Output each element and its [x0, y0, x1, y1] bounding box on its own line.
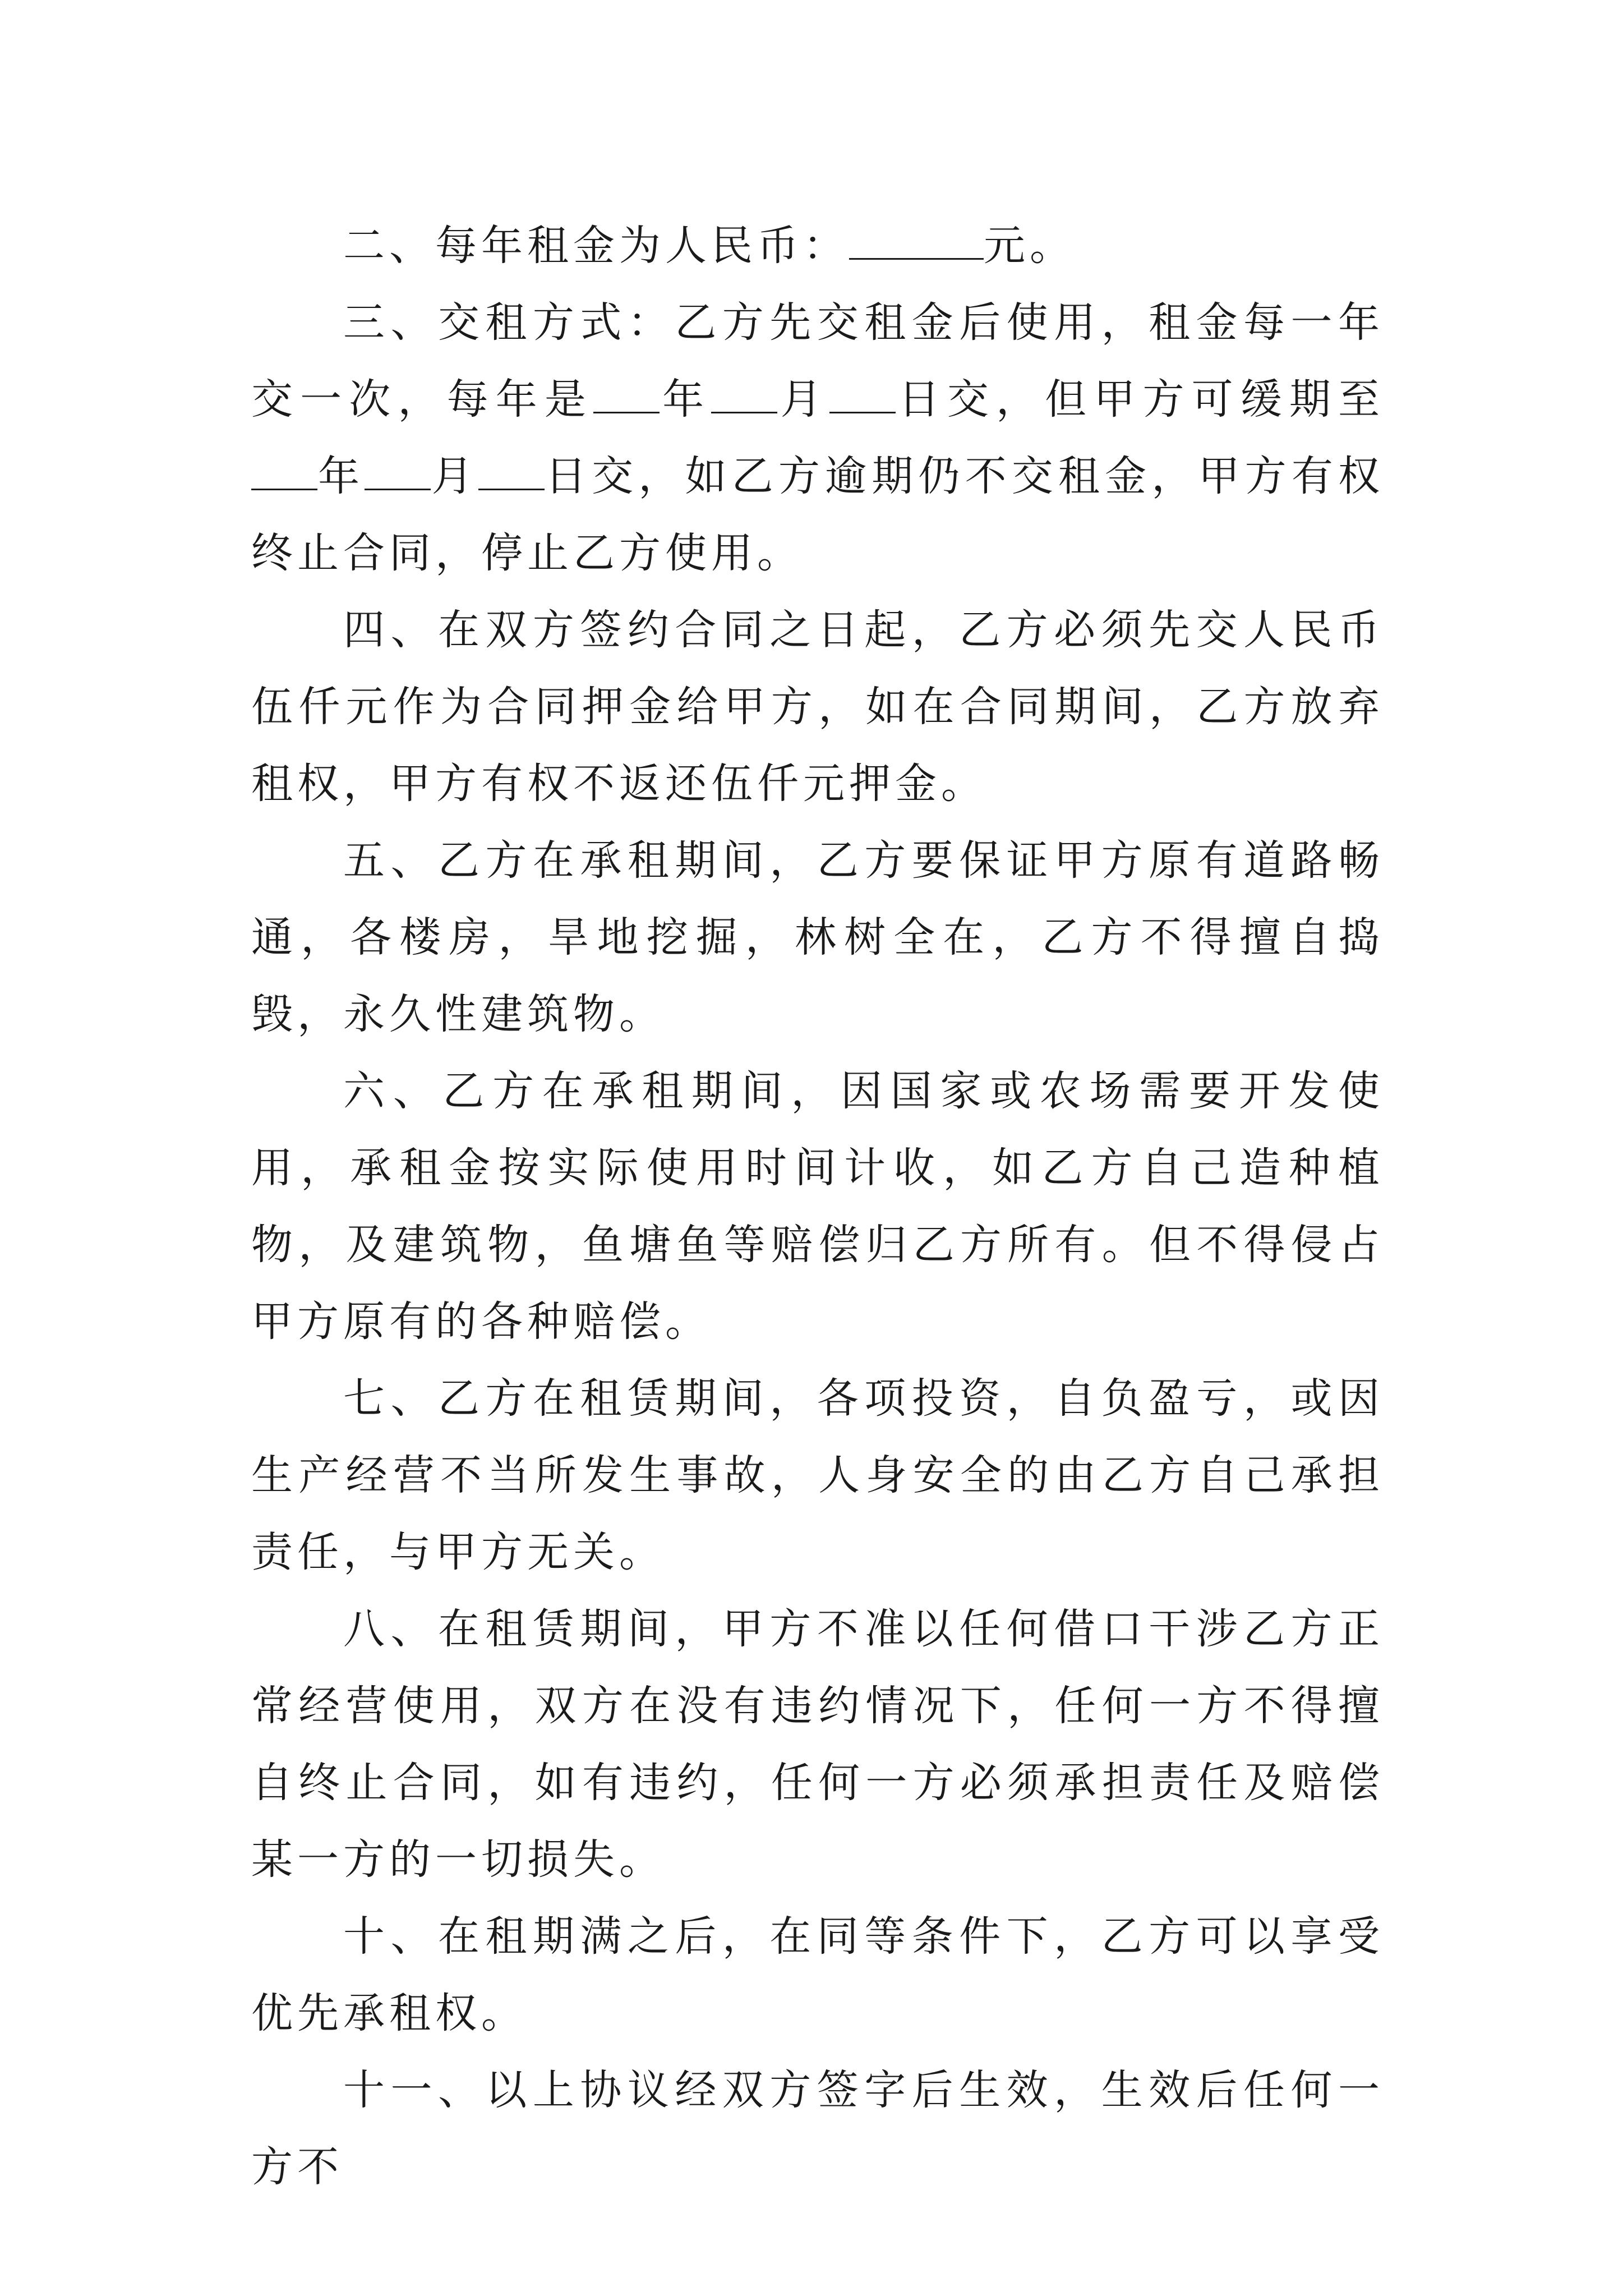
- clause-6-development-compensation: 六、乙方在承租期间，因国家或农场需要开发使用，承租金按实际使用时间计收，如乙方自己造种植物，及建筑物，鱼塘鱼等赔偿归乙方所有。但不得侵占甲方原有的各种赔偿。: [251, 1067, 1384, 1346]
- clause-4-deposit: 四、在双方签约合同之日起，乙方必须先交人民币伍仟元作为合同押金给甲方，如在合同期间，乙方放弃租权，甲方有权不返还伍仟元押金。: [251, 606, 1384, 808]
- grace-year-blank: [251, 455, 317, 490]
- pay-day-blank: [829, 378, 896, 413]
- clause-7-liability: 七、乙方在租赁期间，各项投资，自负盈亏，或因生产经营不当所发生事故，人身安全的由乙方自己承担责任，与甲方无关。: [251, 1374, 1384, 1576]
- clause-3-text-g: 日交，如乙方逾期仍不交租金，甲方有权终止合同，停止乙方使用。: [251, 452, 1385, 577]
- clause-2-text-b: 元。: [984, 222, 1076, 270]
- rent-amount-blank: [849, 224, 984, 260]
- grace-day-blank: [478, 455, 545, 490]
- clause-2-text-a: 二、每年租金为人民币：: [343, 222, 849, 270]
- pay-month-blank: [711, 378, 777, 413]
- clause-11-effectiveness: 十一、以上协议经双方签字后生效，生效后任何一方不: [251, 2066, 1384, 2191]
- clause-3-text-e: 年: [317, 452, 365, 500]
- clause-3-text-f: 月: [431, 452, 478, 500]
- clause-8-non-interference: 八、在租赁期间，甲方不准以任何借口干涉乙方正常经营使用，双方在没有违约情况下，任何一方不得擅自终止合同，如有违约，任何一方必须承担责任及赔偿某一方的一切损失。: [251, 1605, 1384, 1884]
- clause-3-text-c: 月: [777, 375, 829, 424]
- clause-10-renewal-priority: 十、在租期满之后，在同等条件下，乙方可以享受优先承租权。: [251, 1912, 1384, 2037]
- contract-body: [251, 208, 1384, 2206]
- pay-year-blank: [593, 378, 660, 413]
- clause-3-payment-method: [251, 284, 1384, 592]
- clause-3-text-b: 年: [660, 375, 712, 424]
- clause-3-text-a: 三、交租方式：乙方先交租金后使用，租金每一年交一次，每年是: [251, 298, 1384, 424]
- clause-3-text-d: 日交，但甲方可缓期至: [895, 375, 1385, 424]
- clause-2-rent-amount: [251, 208, 1384, 284]
- grace-month-blank: [365, 455, 431, 490]
- clause-5-property-preservation: 五、乙方在承租期间，乙方要保证甲方原有道路畅通，各楼房，旱地挖掘，林树全在，乙方不得擅自捣毁，永久性建筑物。: [251, 836, 1384, 1038]
